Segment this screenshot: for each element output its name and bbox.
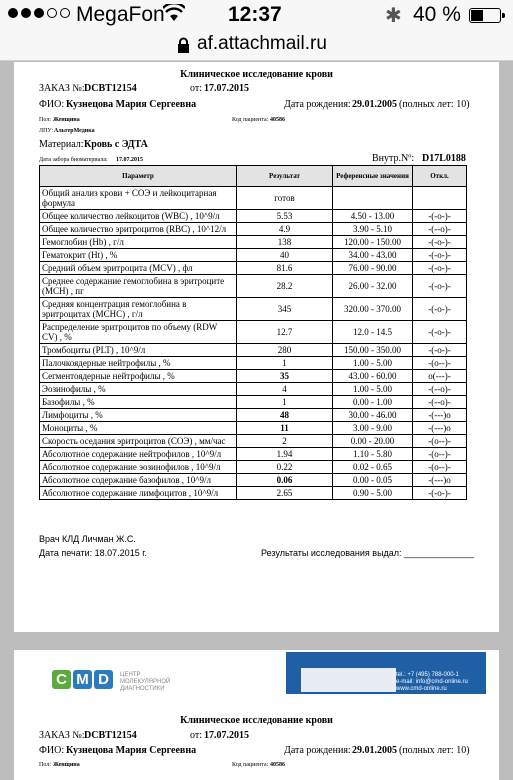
deviation-cell: [413, 187, 467, 210]
table-row: [40, 357, 467, 370]
deviation-cell: -(о--)-: [413, 461, 467, 474]
battery-percent: 40 %: [413, 3, 461, 26]
order-date-label: от:: [190, 83, 203, 94]
lab-equipment-image: [301, 668, 396, 692]
order-number-2: DCBT12154: [84, 730, 137, 741]
deviation-cell: -(о--)-: [413, 448, 467, 461]
parameter-cell: Гемоглобин (Hb) , г/л: [40, 236, 237, 249]
result-cell: 0.06: [237, 474, 333, 487]
cmd-banner: [36, 650, 476, 692]
table-row: [40, 370, 467, 383]
parameter-cell: Тромбоциты (PLT) , 10^9/л: [40, 344, 237, 357]
parameter-cell: Гематокрит (Ht) , %: [40, 249, 237, 262]
result-cell: 11: [237, 422, 333, 435]
name-label: ФИО:: [39, 99, 65, 110]
reference-cell: 0.02 - 0.65: [333, 461, 413, 474]
table-row: [40, 487, 467, 500]
internal-no-label: Внутр.Nº:: [372, 153, 415, 164]
table-row: [40, 409, 467, 422]
table-row: [40, 298, 467, 321]
reference-cell: 43.00 - 60.00: [333, 370, 413, 383]
issued-by: Результаты исследования выдал: ______________: [261, 548, 475, 558]
result-cell: 1: [237, 357, 333, 370]
result-cell: 40: [237, 249, 333, 262]
table-row: [40, 474, 467, 487]
parameter-cell: Лимфоциты , %: [40, 409, 237, 422]
result-cell: 280: [237, 344, 333, 357]
reference-cell: [333, 187, 413, 210]
deviation-cell: -(-о-)-: [413, 275, 467, 298]
result-cell: 4: [237, 383, 333, 396]
logo-letter: M: [73, 670, 92, 689]
table-row: [40, 461, 467, 474]
parameter-cell: Средний объем эритроцита (MCV) , фл: [40, 262, 237, 275]
material-value: Кровь с ЭДТА: [84, 139, 148, 150]
reference-cell: 4.50 - 13.00: [333, 210, 413, 223]
age-value-2: (полных лет: 10): [399, 745, 470, 756]
deviation-cell: -(о--)-: [413, 435, 467, 448]
deviation-cell: -(-о-)-: [413, 236, 467, 249]
order-label-2: ЗАКАЗ №:: [39, 730, 85, 741]
result-cell: 2: [237, 435, 333, 448]
deviation-cell: -(-о-)-: [413, 487, 467, 500]
dob-value-2: 29.01.2005: [352, 745, 397, 756]
logo-letter: C: [52, 670, 71, 689]
url-text[interactable]: af.attachmail.ru: [197, 33, 327, 54]
tagline-line: ЦЕНТР: [120, 672, 141, 678]
lpu-value: АльтерМедика: [54, 128, 95, 134]
deviation-cell: -(---)о: [413, 474, 467, 487]
cmd-tagline: [120, 672, 170, 693]
age-value: (полных лет: 10): [399, 99, 470, 110]
deviation-cell: -(о--)-: [413, 357, 467, 370]
header-result: Результат: [237, 166, 333, 187]
order-label: ЗАКАЗ №:: [39, 83, 85, 94]
address-bar[interactable]: [0, 30, 513, 61]
header-parameter: Параметр: [40, 166, 237, 187]
reference-cell: 0.00 - 1.00: [333, 396, 413, 409]
result-cell: 12.7: [237, 321, 333, 344]
deviation-cell: -(-о-)-: [413, 210, 467, 223]
dob-value: 29.01.2005: [352, 99, 397, 110]
tagline-line: МОЛЕКУЛЯРНОЙ: [120, 679, 171, 685]
report-title-2: Клиническое исследование крови: [180, 715, 333, 726]
table-row: [40, 249, 467, 262]
parameter-cell: Базофилы , %: [40, 396, 237, 409]
result-cell: 4.9: [237, 223, 333, 236]
sex-value-2: Женщина: [53, 762, 80, 768]
parameter-cell: Абсолютное содержание эозинофилов , 10^9/л: [40, 461, 237, 474]
battery-icon: [469, 8, 501, 23]
internal-no: D17L0188: [422, 153, 466, 164]
result-cell: 345: [237, 298, 333, 321]
reference-cell: 3.00 - 9.00: [333, 422, 413, 435]
result-cell: 0.22: [237, 461, 333, 474]
reference-cell: 150.00 - 350.00: [333, 344, 413, 357]
wifi-icon: [163, 4, 185, 27]
order-date-2: 17.07.2015: [204, 730, 249, 741]
reference-cell: 1.10 - 5.80: [333, 448, 413, 461]
reference-cell: 26.00 - 32.00: [333, 275, 413, 298]
parameter-cell: Среднее содержание гемоглобина в эритроците (MCH) , пг: [40, 275, 237, 298]
table-row: [40, 383, 467, 396]
parameter-cell: Средняя концентрация гемоглобина в эритроцитах (MCHC) , г/л: [40, 298, 237, 321]
contact-line: e-mail: info@cmd-online.ru: [396, 679, 468, 685]
results-table: [39, 165, 467, 500]
parameter-cell: Скорость оседания эритроцитов (СОЭ) , мм/час: [40, 435, 237, 448]
result-cell: 35: [237, 370, 333, 383]
deviation-cell: -(-о-)-: [413, 321, 467, 344]
collect-date: 17.07.2015: [116, 157, 143, 163]
result-cell: 2.65: [237, 487, 333, 500]
table-row: [40, 236, 467, 249]
reference-cell: 30.00 - 46.00: [333, 409, 413, 422]
lpu-label: ЛПУ:: [39, 128, 54, 134]
parameter-cell: Сегментоядерные нейтрофилы , %: [40, 370, 237, 383]
reference-cell: 34.00 - 43.00: [333, 249, 413, 262]
cmd-logo: [52, 670, 113, 689]
parameter-cell: Абсолютное содержание базофилов , 10^9/л: [40, 474, 237, 487]
patient-name-2: Кузнецова Мария Сергеевна: [66, 745, 197, 756]
reference-cell: 1.00 - 5.00: [333, 357, 413, 370]
parameter-cell: Абсолютное содержание нейтрофилов , 10^9/л: [40, 448, 237, 461]
reference-cell: 0.90 - 5.00: [333, 487, 413, 500]
result-cell: 1.94: [237, 448, 333, 461]
collect-date-label: Дата забора биоматериала:: [39, 157, 108, 163]
deviation-cell: о(---)-: [413, 370, 467, 383]
patient-code-2: 40586: [270, 762, 285, 768]
carrier-name: MegaFon: [76, 3, 165, 26]
result-cell: 81.6: [237, 262, 333, 275]
order-number: DCBT12154: [84, 83, 137, 94]
print-date: Дата печати: 18.07.2015 г.: [39, 548, 147, 558]
table-row: [40, 435, 467, 448]
deviation-cell: -(-о-)-: [413, 262, 467, 275]
order-date-label-2: от:: [190, 730, 203, 741]
deviation-cell: -(-о-)-: [413, 298, 467, 321]
parameter-cell: Моноциты , %: [40, 422, 237, 435]
lock-icon: [177, 37, 190, 58]
result-cell: готов: [237, 187, 333, 210]
table-row: [40, 275, 467, 298]
deviation-cell: -(--о)-: [413, 223, 467, 236]
contact-line: tel.: +7 (495) 788-000-1: [396, 672, 459, 678]
patient-name: Кузнецова Мария Сергеевна: [66, 99, 197, 110]
parameter-cell: Абсолютное содержание лимфоцитов , 10^9/л: [40, 487, 237, 500]
result-cell: 28.2: [237, 275, 333, 298]
parameter-cell: Общее количество лейкоцитов (WBC) , 10^9/л: [40, 210, 237, 223]
result-cell: 48: [237, 409, 333, 422]
table-row: [40, 422, 467, 435]
reference-cell: 0.00 - 0.05: [333, 474, 413, 487]
deviation-cell: -(-о-)-: [413, 249, 467, 262]
table-row: [40, 210, 467, 223]
signal-strength-icon: [8, 8, 70, 18]
report-page-1: [14, 62, 499, 632]
reference-cell: 12.0 - 14.5: [333, 321, 413, 344]
material-label: Материал:: [39, 139, 84, 150]
deviation-cell: -(-о-)-: [413, 344, 467, 357]
contact-line: www.cmd-online.ru: [396, 686, 447, 692]
order-date: 17.07.2015: [204, 83, 249, 94]
parameter-cell: Общий анализ крови + СОЭ и лейкоцитарная формула: [40, 187, 237, 210]
sex-label: Пол:: [39, 117, 51, 123]
reference-cell: 0.00 - 20.00: [333, 435, 413, 448]
reference-cell: 320.00 - 370.00: [333, 298, 413, 321]
table-row: [40, 396, 467, 409]
reference-cell: 1.00 - 5.00: [333, 383, 413, 396]
table-row: [40, 187, 467, 210]
deviation-cell: -(--о)-: [413, 396, 467, 409]
table-row: [40, 223, 467, 236]
dob-label: Дата рождения:: [284, 99, 351, 110]
header-deviation: Откл.: [413, 166, 467, 187]
reference-cell: 3.90 - 5.10: [333, 223, 413, 236]
sex-value: Женщина: [53, 117, 80, 123]
parameter-cell: Распределение эритроцитов по объему (RDW CV) , %: [40, 321, 237, 344]
result-cell: 5.53: [237, 210, 333, 223]
reference-cell: 120.00 - 150.00: [333, 236, 413, 249]
result-cell: 138: [237, 236, 333, 249]
parameter-cell: Общее количество эритроцитов (RBC) , 10^12/л: [40, 223, 237, 236]
table-row: [40, 344, 467, 357]
tagline-line: ДИАГНОСТИКИ: [120, 686, 165, 692]
reference-cell: 76.00 - 90.00: [333, 262, 413, 275]
dob-label-2: Дата рождения:: [284, 745, 351, 756]
logo-letter: D: [94, 670, 113, 689]
clock-time: 12:37: [228, 3, 282, 26]
doctor-name: Врач КЛД Личман Ж.С.: [39, 534, 136, 544]
deviation-cell: -(---)о: [413, 422, 467, 435]
bluetooth-icon: ✱: [385, 5, 402, 27]
patient-code-label-2: Код пациента:: [232, 762, 269, 768]
parameter-cell: Эозинофилы , %: [40, 383, 237, 396]
patient-code: 40586: [270, 117, 285, 123]
table-row: [40, 262, 467, 275]
header-reference: Референсные значения: [333, 166, 413, 187]
parameter-cell: Палочкоядерные нейтрофилы , %: [40, 357, 237, 370]
table-header-row: [40, 166, 467, 187]
banner-contact: [396, 672, 468, 693]
name-label-2: ФИО:: [39, 745, 65, 756]
deviation-cell: -(--о)-: [413, 383, 467, 396]
patient-code-label: Код пациента:: [232, 117, 269, 123]
result-cell: 1: [237, 396, 333, 409]
status-bar: [0, 0, 513, 30]
table-row: [40, 321, 467, 344]
sex-label-2: Пол:: [39, 762, 51, 768]
deviation-cell: -(---)о: [413, 409, 467, 422]
table-row: [40, 448, 467, 461]
report-page-2: [14, 650, 499, 780]
report-title: Клиническое исследование крови: [180, 69, 333, 80]
